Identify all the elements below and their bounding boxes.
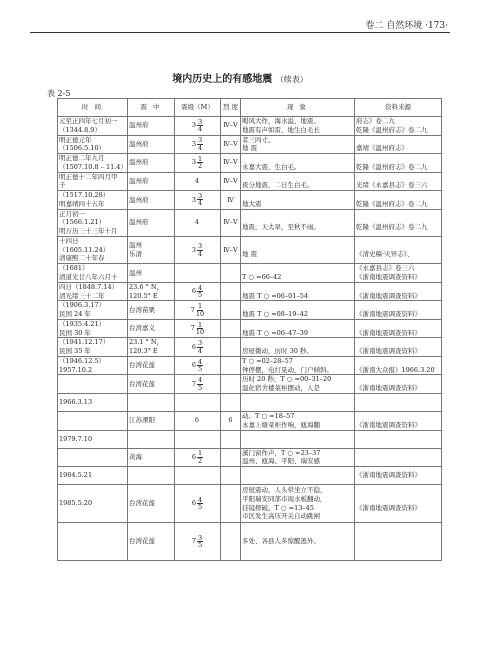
magnitude-value bbox=[192, 497, 203, 511]
magnitude-cell bbox=[175, 209, 221, 236]
phenomenon-cell: 历时 20 秒，T ○ =00–31–20 温化宿舍楼菜柜摆动，人是 bbox=[241, 375, 355, 394]
magnitude-whole: 3 bbox=[191, 121, 196, 130]
magnitude-cell bbox=[175, 191, 221, 210]
magnitude-cell bbox=[175, 523, 221, 561]
phenomenon-cell: 飓风大作，海水溢，地震。 地震有声如雷，地生白毛长 bbox=[241, 117, 355, 136]
earthquake-table bbox=[57, 98, 442, 561]
phenomenon-cell: 永嘉大震，生白毛。 bbox=[241, 154, 355, 173]
intensity-cell bbox=[221, 264, 241, 283]
epicenter-cell bbox=[128, 393, 175, 411]
source-cell bbox=[355, 430, 442, 448]
col-header-phenomenon: 现 象 bbox=[241, 99, 355, 117]
magnitude-whole: 6 bbox=[191, 342, 196, 351]
magnitude-whole: 7 bbox=[191, 537, 196, 546]
table-row bbox=[58, 356, 442, 375]
epicenter-cell: 黄海 bbox=[128, 448, 175, 467]
intensity-cell bbox=[221, 523, 241, 561]
time-cell: 明正德二年九月 （1507.10.8 – 11.4） bbox=[59, 154, 127, 171]
magnitude-value bbox=[192, 535, 203, 549]
magnitude-value bbox=[192, 156, 203, 170]
phenomenon-cell: 动。T ○ =18–57 永嘉上塘菜柜作响，瓯海翻 bbox=[241, 411, 355, 430]
epicenter-cell: 江苏溧阳 bbox=[128, 411, 175, 430]
table-row bbox=[58, 430, 442, 448]
time-cell: （1681） 清道光廿八年六月十 bbox=[58, 264, 128, 283]
phenomenon-cell: 夜分地震，二日生白毛。 bbox=[241, 172, 355, 191]
source-cell: 《永嘉县志》卷三六 《浙南地震调查资料》 bbox=[355, 264, 442, 283]
magnitude-whole: 3 bbox=[191, 195, 196, 204]
magnitude-whole: 3 bbox=[191, 158, 196, 167]
magnitude-denominator: 5 bbox=[198, 503, 203, 512]
epicenter-cell: 台湾花莲 bbox=[128, 356, 175, 375]
epicenter-cell: 台湾花莲 bbox=[128, 523, 175, 561]
magnitude-numerator: 1 bbox=[198, 449, 203, 458]
magnitude-numerator: 1 bbox=[197, 302, 203, 311]
intensity-cell bbox=[221, 301, 241, 320]
time-cell: 元至正四年七月初一 （1344.8.9） bbox=[58, 117, 128, 136]
header-rule bbox=[30, 32, 450, 33]
epicenter-cell: 23.6 ° N， 120.5° E bbox=[128, 282, 175, 301]
magnitude-cell bbox=[175, 236, 221, 263]
phenomenon-cell: 房屋微动，历时 30 秒。 bbox=[241, 338, 355, 357]
magnitude-value bbox=[192, 450, 203, 464]
time-cell bbox=[58, 523, 128, 561]
magnitude-cell bbox=[175, 135, 221, 154]
magnitude-numerator: 4 bbox=[198, 495, 203, 504]
magnitude-denominator: 5 bbox=[198, 365, 203, 374]
phenomenon-cell: 地震 T ○ =06–01–54 bbox=[241, 282, 355, 301]
source-cell: 乾隆《温州府志》卷二九 bbox=[355, 191, 442, 210]
table-row bbox=[58, 264, 442, 283]
source-cell: 《浙南地震调查资料》 bbox=[355, 467, 442, 485]
epicenter-cell: 温州府 bbox=[128, 209, 175, 236]
magnitude-denominator: 2 bbox=[198, 456, 203, 465]
magnitude-denominator: 4 bbox=[198, 249, 203, 258]
magnitude-numerator: 3 bbox=[198, 242, 203, 251]
phenomenon-cell: T ○ =66–42 bbox=[241, 264, 355, 283]
table-row bbox=[58, 209, 442, 236]
time-cell: 四日（1848.7.14） 清光绪三十二年 bbox=[58, 282, 128, 301]
table-row bbox=[58, 319, 442, 338]
magnitude-denominator: 5 bbox=[198, 291, 203, 300]
magnitude-denominator: 5 bbox=[198, 541, 203, 550]
intensity-cell bbox=[221, 319, 241, 338]
source-cell: 《浙南地震调查资料》 bbox=[355, 319, 442, 338]
magnitude-whole: 4 bbox=[194, 176, 200, 185]
magnitude-value bbox=[192, 359, 203, 373]
magnitude-cell bbox=[175, 282, 221, 301]
epicenter-cell: 温州府 bbox=[128, 117, 175, 136]
magnitude-numerator: 1 bbox=[198, 154, 203, 163]
magnitude-cell bbox=[175, 117, 221, 136]
phenomenon-cell: 地大震 bbox=[241, 191, 355, 210]
magnitude-denominator: 2 bbox=[198, 162, 203, 171]
magnitude-value bbox=[195, 218, 200, 227]
source-cell: 乾隆《温州府志》卷二九 bbox=[355, 209, 442, 236]
source-cell: 乾隆《温州府志》卷二九 bbox=[355, 154, 442, 173]
epicenter-cell: 台湾花莲 bbox=[128, 375, 175, 394]
source-cell: 《浙南地震调查资料》 bbox=[355, 338, 442, 357]
intensity-cell bbox=[221, 356, 241, 375]
epicenter-cell: 台湾苗栗 bbox=[128, 301, 175, 320]
source-cell: 《浙南地震调查资料》 bbox=[355, 485, 442, 523]
magnitude-value bbox=[192, 119, 203, 133]
magnitude-value bbox=[192, 340, 203, 354]
phenomenon-cell bbox=[241, 467, 355, 485]
table-row bbox=[58, 448, 442, 467]
table-row bbox=[58, 191, 442, 210]
epicenter-cell: 台湾嘉义 bbox=[128, 319, 175, 338]
intensity-cell bbox=[221, 282, 241, 301]
time-cell: （1946.12.5） 1957.10.2 bbox=[58, 356, 128, 375]
magnitude-cell bbox=[175, 154, 221, 173]
time-cell: 1984.5.21 bbox=[58, 467, 128, 485]
table-row bbox=[58, 172, 442, 191]
magnitude-cell bbox=[175, 319, 221, 338]
magnitude-whole: 3 bbox=[191, 245, 196, 254]
col-header-time: 时 间 bbox=[58, 99, 128, 117]
intensity-cell bbox=[221, 467, 241, 485]
intensity-cell bbox=[221, 430, 241, 448]
magnitude-denominator: 4 bbox=[198, 346, 203, 355]
magnitude-whole: 6 bbox=[194, 416, 200, 425]
table-title-main: 境内历史上的有感地震 bbox=[172, 74, 273, 85]
time-cell bbox=[58, 375, 128, 394]
magnitude-value bbox=[192, 377, 203, 391]
time-cell: 正月初一（1566.1.21） 明万历三十三年十月 bbox=[58, 209, 128, 236]
source-cell: 光绪《永嘉县志》卷三六 bbox=[355, 172, 442, 191]
magnitude-denominator: 10 bbox=[195, 309, 205, 318]
magnitude-whole: 6 bbox=[191, 287, 196, 296]
magnitude-value bbox=[192, 137, 203, 151]
magnitude-numerator: 3 bbox=[198, 136, 203, 145]
source-cell: 《浙南地震调查资料》 bbox=[355, 375, 442, 394]
intensity-cell bbox=[221, 375, 241, 394]
epicenter-cell: 温州 乐清 bbox=[128, 236, 175, 263]
epicenter-cell bbox=[128, 430, 175, 448]
col-header-intensity: 烈 度 bbox=[221, 99, 241, 117]
magnitude-cell bbox=[175, 430, 221, 448]
table-row bbox=[58, 338, 442, 357]
time-cell: （1906.3.17） 民国 24 年 bbox=[58, 301, 128, 320]
epicenter-cell: 台湾花莲 bbox=[128, 485, 175, 523]
time-cell: 十四日（1605.11.24） 清康熙二十年春 bbox=[58, 236, 128, 263]
source-cell: 《浙南地震调查资料》 bbox=[355, 301, 442, 320]
table-row bbox=[58, 282, 442, 301]
phenomenon-cell: 地震 T ○ =08–19–42 bbox=[241, 301, 355, 320]
table-row bbox=[58, 236, 442, 263]
phenomenon-cell: 溪门窗作声，T ○ =23–37 温州、瓯海、平阳、瑞安感 bbox=[241, 448, 355, 467]
source-cell bbox=[355, 448, 442, 467]
source-cell: 《浙南大众报》1966.3.20 bbox=[355, 356, 442, 375]
intensity-cell: Ⅳ–Ⅴ bbox=[221, 209, 241, 236]
magnitude-whole: 6 bbox=[191, 452, 196, 461]
time-cell: 明正德十二年四月甲 子 bbox=[58, 172, 128, 191]
magnitude-value bbox=[192, 243, 203, 257]
intensity-cell bbox=[221, 485, 241, 523]
epicenter-cell: 23.1 ° N， 120.3° E bbox=[128, 338, 175, 357]
table-row bbox=[58, 117, 442, 136]
intensity-cell: 6 bbox=[221, 411, 241, 430]
magnitude-numerator: 4 bbox=[198, 376, 203, 385]
magnitude-numerator: 3 bbox=[198, 191, 203, 200]
phenomenon-cell: T ○ =02–28–57 钟停摆，电灯晃动，门户倾斜。 bbox=[241, 356, 355, 375]
magnitude-whole: 6 bbox=[191, 499, 196, 508]
intensity-cell: Ⅳ–Ⅴ bbox=[221, 154, 241, 173]
magnitude-value bbox=[191, 322, 204, 336]
phenomenon-cell: 地 震 bbox=[241, 236, 355, 263]
magnitude-cell bbox=[175, 485, 221, 523]
magnitude-value bbox=[192, 193, 203, 207]
magnitude-cell bbox=[175, 375, 221, 394]
magnitude-numerator: 3 bbox=[198, 117, 203, 126]
phenomenon-cell bbox=[241, 393, 355, 411]
magnitude-value bbox=[195, 416, 200, 425]
magnitude-denominator: 4 bbox=[198, 143, 203, 152]
table-row bbox=[58, 375, 442, 394]
time-cell: （1517.10.28） 明嘉靖四十五年 bbox=[58, 191, 128, 210]
magnitude-cell bbox=[175, 448, 221, 467]
epicenter-cell bbox=[128, 467, 175, 485]
intensity-cell: Ⅳ bbox=[221, 191, 241, 210]
source-cell bbox=[355, 523, 442, 561]
magnitude-numerator: 3 bbox=[198, 533, 203, 542]
magnitude-whole: 3 bbox=[191, 139, 196, 148]
epicenter-cell: 温州府 bbox=[128, 172, 175, 191]
magnitude-denominator: 10 bbox=[195, 328, 205, 337]
epicenter-cell: 温州府 bbox=[128, 154, 175, 173]
col-header-magnitude: 震级（M） bbox=[175, 99, 221, 117]
table-row bbox=[58, 467, 442, 485]
time-cell: （1941.12.17） 民国 35 年 bbox=[58, 338, 128, 357]
table-title-cont: （续表） bbox=[275, 75, 308, 84]
magnitude-cell bbox=[175, 338, 221, 357]
magnitude-whole: 7 bbox=[191, 379, 196, 388]
time-cell: 明正德元年 （1506.5.10） bbox=[58, 135, 128, 154]
phenomenon-cell: 者三四寸。 地 震 bbox=[241, 135, 355, 154]
table-row bbox=[58, 301, 442, 320]
col-header-epicenter: 震 中 bbox=[128, 99, 175, 117]
magnitude-cell bbox=[175, 301, 221, 320]
magnitude-numerator: 4 bbox=[198, 357, 203, 366]
intensity-cell bbox=[221, 448, 241, 467]
magnitude-whole: 6 bbox=[191, 361, 196, 370]
intensity-cell: Ⅳ–Ⅴ bbox=[221, 135, 241, 154]
magnitude-cell bbox=[175, 393, 221, 411]
source-cell: 《浙南地震调查资料》 bbox=[355, 411, 442, 430]
source-cell: 《清史稿·灾异志》、 bbox=[355, 236, 442, 263]
phenomenon-cell bbox=[241, 430, 355, 448]
phenomenon-cell: 房屋震动，人头晕坐立不稳， 平阳瑞安同部市现水板翻动， 挂镜摔破。T ○ =13–45 市区发生高压开关自动跳闸 bbox=[241, 485, 355, 523]
table-row bbox=[58, 154, 442, 173]
time-cell: 1979.7.10 bbox=[58, 430, 128, 448]
magnitude-cell bbox=[175, 172, 221, 191]
magnitude-whole: 7 bbox=[190, 305, 195, 314]
intensity-cell bbox=[221, 338, 241, 357]
intensity-cell: Ⅳ–Ⅴ bbox=[221, 172, 241, 191]
source-cell: 府志》卷二九 乾隆《温州府志》卷二九 bbox=[355, 117, 442, 136]
magnitude-value bbox=[191, 303, 204, 317]
magnitude-numerator: 3 bbox=[198, 339, 203, 348]
magnitude-denominator: 4 bbox=[198, 125, 203, 134]
epicenter-cell: 温州府 bbox=[128, 191, 175, 210]
magnitude-numerator: 1 bbox=[197, 320, 203, 329]
magnitude-denominator: 5 bbox=[198, 383, 203, 392]
table-row bbox=[58, 485, 442, 523]
running-head: 卷二 自然环境 ·173· bbox=[365, 21, 448, 31]
intensity-cell: Ⅳ–Ⅴ bbox=[221, 236, 241, 263]
table-header-row bbox=[58, 99, 442, 117]
epicenter-cell: 温州 bbox=[128, 264, 175, 283]
time-cell bbox=[58, 411, 128, 430]
source-cell: 嘉靖《温州府志》 bbox=[355, 135, 442, 154]
magnitude-cell bbox=[175, 356, 221, 375]
source-cell bbox=[355, 393, 442, 411]
time-cell: （1935.4.21） 民国 30 年 bbox=[58, 319, 128, 338]
time-cell: 1966.3.13 bbox=[58, 393, 128, 411]
phenomenon-cell: 多处、各县人多惊醒逃外。 bbox=[241, 523, 355, 561]
table-row bbox=[58, 411, 442, 430]
table-title bbox=[0, 70, 480, 85]
magnitude-cell bbox=[175, 467, 221, 485]
table-row bbox=[58, 393, 442, 411]
intensity-cell bbox=[221, 393, 241, 411]
phenomenon-cell: 地震 T ○ =06–47–39 bbox=[241, 319, 355, 338]
table-row bbox=[58, 135, 442, 154]
epicenter-cell: 温州府 bbox=[128, 135, 175, 154]
magnitude-numerator: 4 bbox=[198, 283, 203, 292]
phenomenon-cell: 地震，天大旱，至秋不雨。 bbox=[241, 209, 355, 236]
magnitude-value bbox=[195, 177, 200, 186]
magnitude-whole: 7 bbox=[190, 324, 195, 333]
table-row bbox=[58, 523, 442, 561]
magnitude-whole: 4 bbox=[194, 218, 200, 227]
time-cell bbox=[58, 448, 128, 467]
magnitude-value bbox=[192, 285, 203, 299]
time-cell: 1985.5.20 bbox=[58, 485, 128, 523]
source-cell: 《浙南地震调查资料》 bbox=[355, 282, 442, 301]
intensity-cell: Ⅳ–Ⅴ bbox=[221, 117, 241, 136]
magnitude-cell bbox=[175, 264, 221, 283]
table-label: 表 2-5 bbox=[47, 89, 71, 98]
col-header-source: 资料来源 bbox=[355, 99, 442, 117]
magnitude-cell bbox=[175, 411, 221, 430]
magnitude-denominator: 4 bbox=[198, 199, 203, 208]
